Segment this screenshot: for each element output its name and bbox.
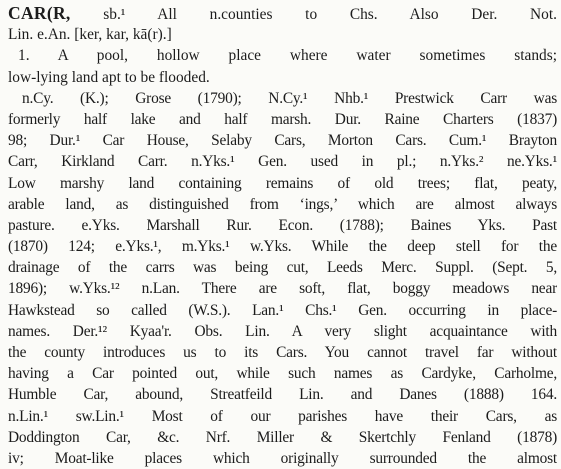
citation-line-8: Carr, Kirkland Carr. n.Yks.¹ Gen. used in pl.; n.Yks.² ne.Yks.¹ (8, 153, 557, 171)
citation-line-12: (1870) 124; e.Yks.¹, m.Yks.¹ w.Yks. While the deep stell for the (8, 238, 557, 256)
citation-line-10: arable land, as distinguished from ‘ings,’ which are almost always (8, 195, 557, 213)
citation-line-7: 98; Dur.¹ Car House, Selaby Cars, Morton Cars. Cum.¹ Brayton (8, 132, 557, 150)
citation-line-13: drainage of the carrs was being cut, Leeds Merc. Suppl. (Sept. 5, (8, 259, 557, 277)
citation-line-6: formerly half lake and half marsh. Dur. Raine Charters (1837) (8, 110, 557, 128)
citation-line-22: iv; Moat-like places which originally surrounded the almost (8, 449, 557, 467)
citation-line-5: n.Cy. (K.); Grose (1790); N.Cy.¹ Nhb.¹ Prestwick Carr was (22, 89, 557, 107)
headword: CAR(R, (8, 3, 71, 23)
entry-line-4: low-lying land apt to be flooded. (8, 68, 210, 86)
sense-1-definition: 1. A pool, hollow place where water sometimes stands; (18, 47, 557, 65)
citation-line-11: pasture. e.Yks. Marshall Rur. Econ. (1788); Baines Yks. Past (8, 216, 557, 234)
citation-line-16: names. Der.¹² Kyaa'r. Obs. Lin. A very slight acquaintance with (8, 322, 557, 340)
entry-line-1: CAR(R, sb.¹ All n.counties to Chs. Also Der. Not. (8, 3, 557, 23)
citation-line-17: the county introduces us to its Cars. You cannot travel far without (8, 344, 557, 361)
entry-line-2: Lin. e.An. [ker, kar, kā(r).] (8, 26, 172, 44)
citation-line-15: Hawkstead so called (W.S.). Lan.¹ Chs.¹ Gen. occurring in place- (8, 301, 557, 319)
citation-line-21: Doddington Car, &c. Nrf. Miller & Skertchly Fenland (1878) (8, 428, 557, 446)
citation-line-9: Low marshy land containing remains of old trees; flat, peaty, (8, 174, 557, 192)
citation-line-20: n.Lin.¹ sw.Lin.¹ Most of our parishes have their Cars, as (8, 407, 557, 425)
citation-line-18: having a Car pointed out, while such names as Cardyke, Carholme, (8, 365, 557, 383)
citation-line-19: Humble Car, abound, Streatfeild Lin. and Danes (1888) 164. (8, 386, 557, 404)
citation-line-14: 1896); w.Yks.¹² n.Lan. There are soft, flat, boggy meadows near (8, 280, 557, 298)
